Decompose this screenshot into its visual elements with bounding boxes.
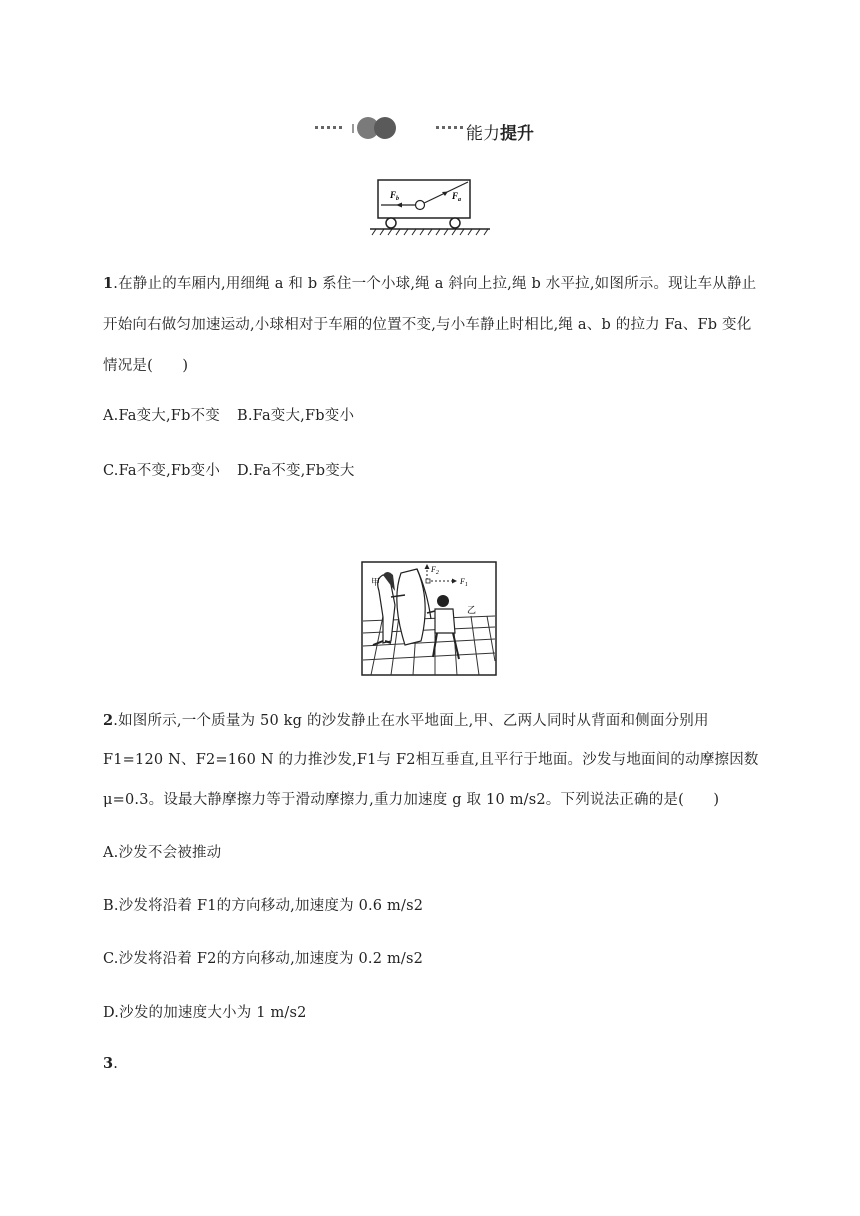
q2-option-c[interactable]: C.沙发将沿着 F2的方向移动,加速度为 0.2 m/s2 xyxy=(103,951,424,967)
label-fa: $F_a$ xyxy=(452,191,462,203)
q2-option-b[interactable]: B.沙发将沿着 F1的方向移动,加速度为 0.6 m/s2 xyxy=(103,898,424,914)
q2-line3: μ=0.3。设最大静摩擦力等于滑动摩擦力,重力加速度 g 取 10 m/s2。下列说法正确的是( ) xyxy=(103,792,720,808)
q1-option-c[interactable]: C.Fa不变,Fb变小 xyxy=(103,463,221,479)
q2-line1: 2.如图所示,一个质量为 50 kg 的沙发静止在水平地面上,甲、乙两人同时从背面和侧面分别用 xyxy=(103,712,709,729)
q1-line2: 开始向右做匀加速运动,小球相对于车厢的位置不变,与小车静止时相比,绳 a、b 的拉力 Fa、Fb 变化 xyxy=(103,317,752,333)
cart-figure xyxy=(368,176,493,240)
label-jia: 甲 xyxy=(371,578,381,588)
label-fb: $F_b$ xyxy=(390,190,400,202)
q1-option-a[interactable]: A.Fa变大,Fb不变 xyxy=(103,408,220,424)
label-yi: 乙 xyxy=(467,606,477,616)
section-title: 能力提升 xyxy=(466,124,534,144)
label-f2: $F_2$ xyxy=(431,565,439,576)
q1-line1: 1.在静止的车厢内,用细绳 a 和 b 系住一个小球,绳 a 斜向上拉,绳 b 水平拉,如图所示。现让车从静止 xyxy=(103,275,757,292)
label-f1: $F_1$ xyxy=(460,577,468,588)
q1-option-b[interactable]: B.Fa变大,Fb变小 xyxy=(237,408,355,424)
q3-line1: 3. xyxy=(103,1055,119,1072)
q1-option-d[interactable]: D.Fa不变,Fb变大 xyxy=(237,463,355,479)
sofa-push-figure xyxy=(361,561,497,676)
q2-option-a[interactable]: A.沙发不会被推动 xyxy=(103,845,222,861)
q2-option-d[interactable]: D.沙发的加速度大小为 1 m/s2 xyxy=(103,1005,307,1021)
q2-line2: F1=120 N、F2=160 N 的力推沙发,F1与 F2相互垂直,且平行于地面。沙发与地面间的动摩擦因数 xyxy=(103,752,759,768)
q1-line3: 情况是( ) xyxy=(103,358,189,374)
